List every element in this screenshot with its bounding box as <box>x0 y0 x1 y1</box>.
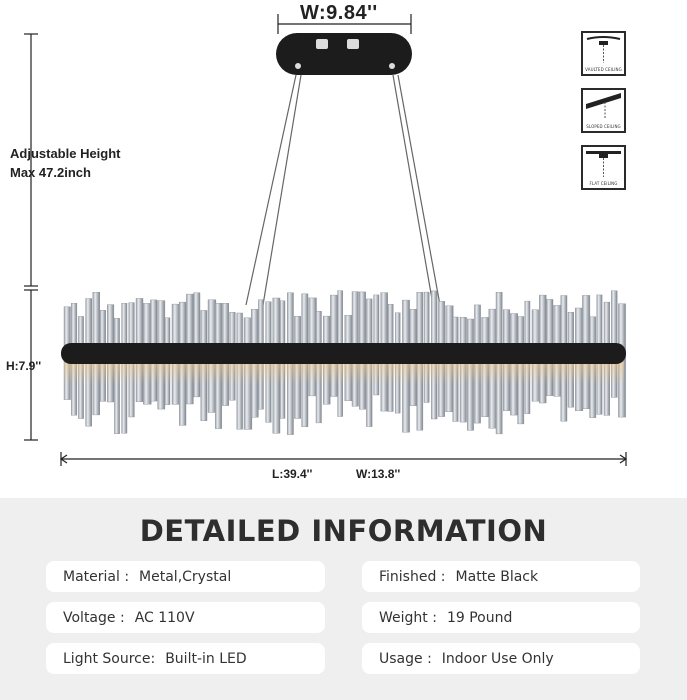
length-dimension <box>61 452 626 466</box>
metal-ring <box>61 343 626 364</box>
spec-weight <box>362 602 640 633</box>
spec-label: Light Source: <box>63 650 156 667</box>
spec-finished <box>362 561 640 592</box>
suspension-cables <box>246 75 440 305</box>
height-label: H:7.9'' <box>6 359 42 373</box>
spec-value: Metal,Crystal <box>139 568 232 585</box>
spec-label: Usage : <box>379 650 432 667</box>
light-glow <box>64 362 624 384</box>
spec-value: 19 Pound <box>446 609 513 626</box>
spec-value: Indoor Use Only <box>441 650 554 667</box>
mount-option-flat <box>581 145 626 190</box>
spec-light-source <box>46 643 325 674</box>
spec-label: Material : <box>63 568 130 585</box>
spec-value: AC 110V <box>134 609 195 626</box>
width-label: W:13.8'' <box>356 467 401 481</box>
top-width-label: W:9.84'' <box>300 2 378 24</box>
spec-label: Weight : <box>379 609 437 626</box>
spec-value: Built-in LED <box>165 650 247 667</box>
mount-option-sloped <box>581 88 626 133</box>
spec-voltage <box>46 602 325 633</box>
mount-option-vaulted <box>581 31 626 76</box>
adjustable-height-line1: Adjustable Height <box>10 146 121 161</box>
length-label: L:39.4'' <box>272 467 313 481</box>
vaulted-ceiling-caption: VAULTED CEILING <box>585 67 622 72</box>
spec-usage <box>362 643 640 674</box>
spec-material <box>46 561 325 592</box>
spec-label: Finished : <box>379 568 446 585</box>
detail-title: DETAILED INFORMATION <box>139 514 548 548</box>
spec-value: Matte Black <box>455 568 539 585</box>
flat-ceiling-caption: FLAT CEILING <box>589 181 618 186</box>
sloped-ceiling-caption: SLOPED CEILING <box>586 124 621 129</box>
adjustable-height-label <box>10 144 121 182</box>
spec-label: Voltage : <box>63 609 125 626</box>
adjustable-height-line2: Max 47.2inch <box>10 165 91 180</box>
